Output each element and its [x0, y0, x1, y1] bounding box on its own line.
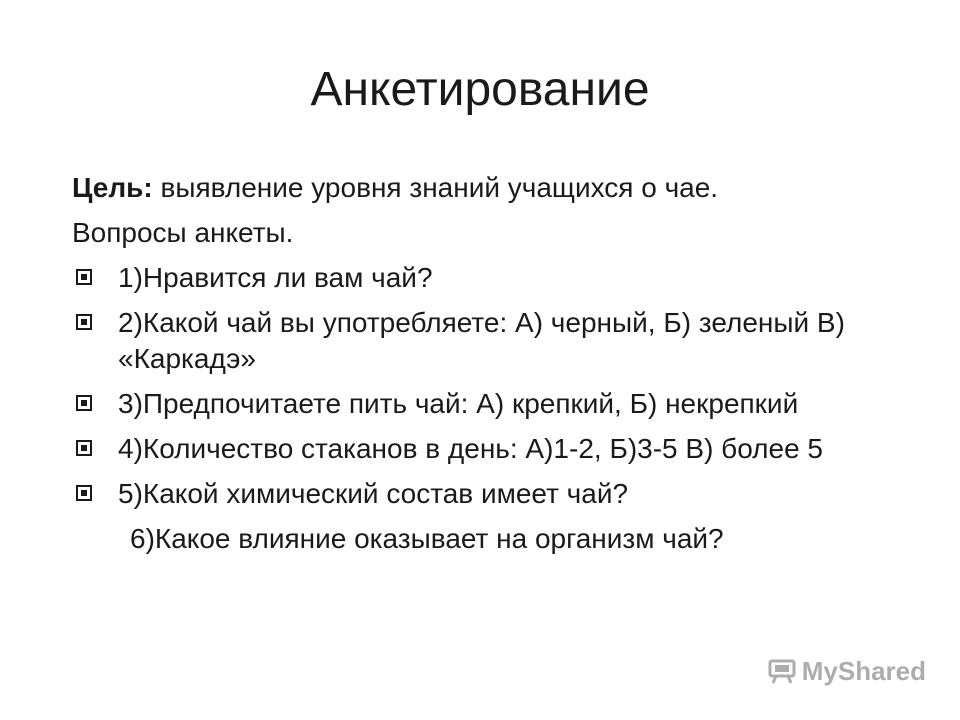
square-bullet-icon: [76, 269, 92, 285]
list-item: [72, 260, 912, 296]
list-item-text: 3)Предпочитаете пить чай: А) крепкий, Б) некрепкий: [118, 388, 799, 419]
square-bullet-icon: [76, 440, 92, 456]
list-item: [72, 305, 912, 377]
square-bullet-icon: [76, 395, 92, 411]
slide-title: Анкетирование: [310, 63, 650, 116]
square-bullet-icon: [76, 485, 92, 501]
watermark: [768, 656, 926, 686]
list-item: [72, 476, 912, 512]
square-bullet-icon: [76, 314, 92, 330]
list-item-text: 4)Количество стаканов в день: А)1-2, Б)3-5 В) более 5: [118, 433, 824, 464]
goal-label: Цель:: [72, 172, 153, 203]
list-item-text: 2)Какой чай вы употребляете: А) черный, Б) зеленый В) «Каркадэ»: [118, 307, 845, 374]
goal-text: выявление уровня знаний учащихся о чае.: [152, 172, 719, 203]
goal-line: [72, 170, 912, 206]
list-item: [72, 431, 912, 467]
list-item: [72, 386, 912, 422]
watermark-text: MyShared: [801, 656, 926, 686]
continuation-line: 6)Какое влияние оказывает на организм чай?: [130, 523, 724, 554]
questions-intro: Вопросы анкеты.: [72, 217, 294, 248]
list-item-text: 1)Нравится ли вам чай?: [118, 262, 433, 293]
projector-icon: [768, 658, 796, 684]
slide-content: [72, 170, 912, 557]
list-item-text: 5)Какой химический состав имеет чай?: [118, 478, 629, 509]
